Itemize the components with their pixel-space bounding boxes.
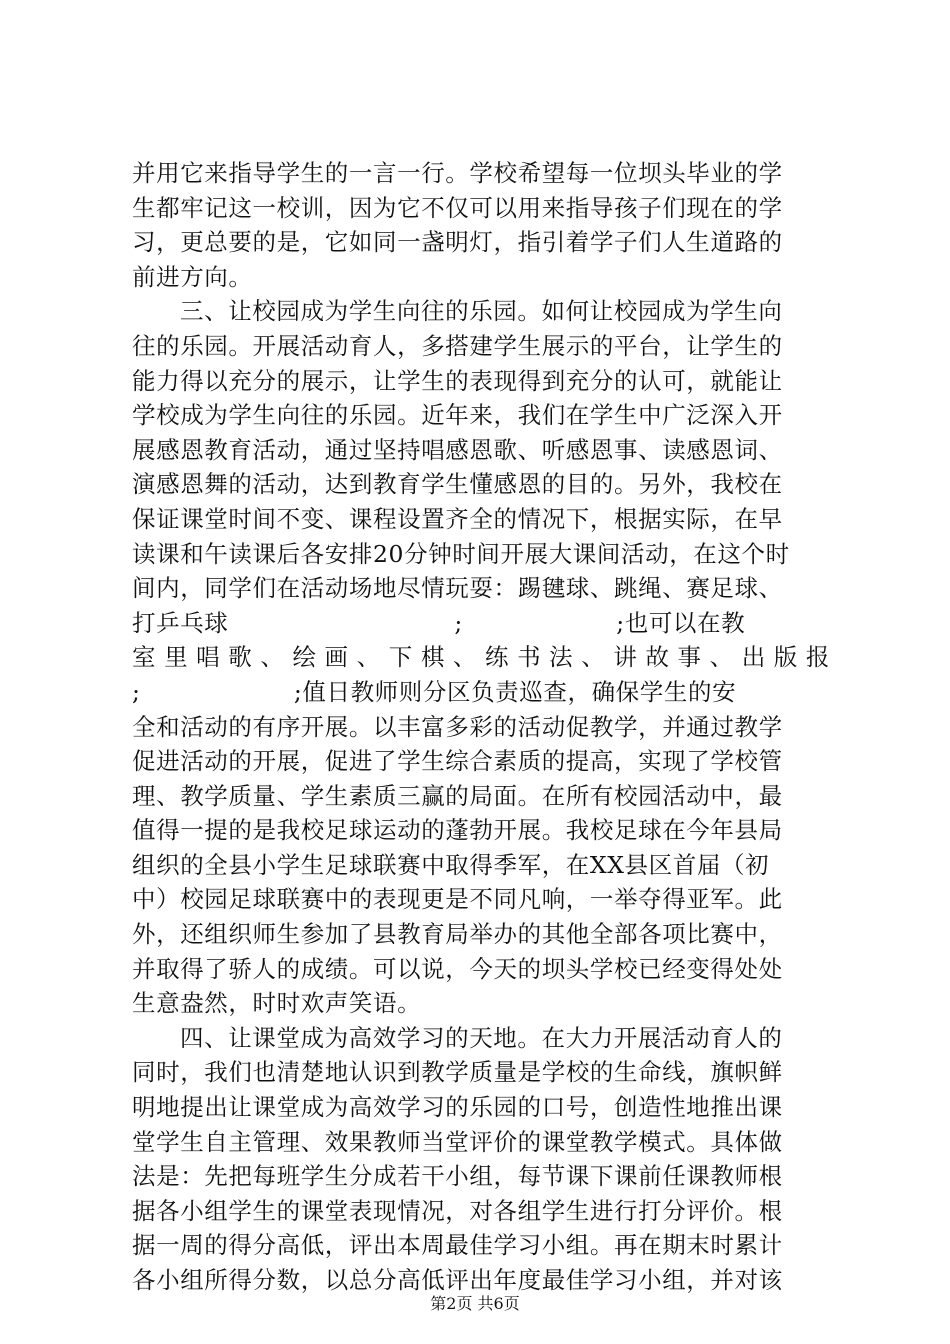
- text-line: 全和活动的有序开展。以丰富多彩的活动促教学，并通过教学: [132, 712, 783, 741]
- text-line: 保证课堂时间不变、课程设置齐全的情况下，根据实际，在早: [132, 504, 783, 533]
- text-line: 打乒乓球 ; ;也可以在教: [132, 608, 746, 637]
- text-line: 生意盎然，时时欢声笑语。: [132, 989, 422, 1018]
- text-line: 堂学生自主管理、效果教师当堂评价的课堂教学模式。具体做: [132, 1127, 783, 1156]
- text-line: 并取得了骄人的成绩。可以说，今天的坝头学校已经变得处处: [132, 954, 783, 983]
- text-line: 明地提出让课堂成为高效学习的乐园的口号，创造性地推出课: [132, 1093, 783, 1122]
- text-line: 往的乐园。开展活动育人，多搭建学生展示的平台，让学生的: [132, 331, 783, 360]
- text-line: ; ;值日教师则分区负责巡查，确保学生的安: [132, 677, 737, 706]
- text-line: 能力得以充分的展示，让学生的表现得到充分的认可，就能让: [132, 366, 783, 395]
- page-number-footer: 第2页 共6页: [430, 1294, 520, 1313]
- text-line: 法是：先把每班学生分成若干小组，每节课下课前任课教师根: [132, 1162, 783, 1191]
- text-line: 理、教学质量、学生素质三赢的局面。在所有校园活动中，最: [132, 781, 783, 810]
- text-line: 前进方向。: [132, 262, 253, 291]
- text-line: 室里唱歌、绘画、下棋、练书法、讲故事、出版报: [132, 643, 830, 672]
- text-line: 各小组所得分数，以总分高低评出年度最佳学习小组，并对该: [132, 1266, 783, 1294]
- text-line: 并用它来指导学生的一言一行。学校希望每一位坝头毕业的学: [132, 159, 783, 187]
- text-line: 组织的全县小学生足球联赛中取得季军，在XX县区首届（初: [132, 850, 770, 879]
- paragraph-start-line: 四、让课堂成为高效学习的天地。在大力开展活动育人的: [180, 1023, 783, 1052]
- text-line: 促进活动的开展，促进了学生综合素质的提高，实现了学校管: [132, 747, 783, 776]
- text-line: 据一周的得分高低，评出本周最佳学习小组。再在期末时累计: [132, 1231, 783, 1260]
- text-line: 展感恩教育活动，通过坚持唱感恩歌、听感恩事、读感恩词、: [132, 435, 783, 464]
- text-line: 读课和午读课后各安排20分钟时间开展大课间活动，在这个时: [132, 539, 790, 568]
- text-line: 中）校园足球联赛中的表现更是不同凡响，一举夺得亚军。此: [132, 885, 783, 914]
- paragraph-start-line: 三、让校园成为学生向往的乐园。如何让校园成为学生向: [180, 297, 783, 326]
- text-line: 演感恩舞的活动，达到教育学生懂感恩的目的。另外，我校在: [132, 470, 783, 499]
- text-line: 学校成为学生向往的乐园。近年来，我们在学生中广泛深入开: [132, 401, 783, 430]
- text-line: 生都牢记这一校训，因为它不仅可以用来指导孩子们现在的学: [132, 193, 783, 222]
- text-line: 值得一提的是我校足球运动的蓬勃开展。我校足球在今年县局: [132, 816, 783, 845]
- text-line: 同时，我们也清楚地认识到教学质量是学校的生命线，旗帜鲜: [132, 1058, 783, 1087]
- text-line: 间内，同学们在活动场地尽情玩耍：踢毽球、跳绳、赛足球、: [132, 574, 783, 603]
- document-body: [132, 156, 830, 1298]
- text-line: 习，更总要的是，它如同一盏明灯，指引着学子们人生道路的: [132, 228, 783, 257]
- text-line: 据各小组学生的课堂表现情况，对各组学生进行打分评价。根: [132, 1196, 783, 1225]
- text-line: 外，还组织师生参加了县教育局举办的其他全部各项比赛中，: [132, 920, 783, 949]
